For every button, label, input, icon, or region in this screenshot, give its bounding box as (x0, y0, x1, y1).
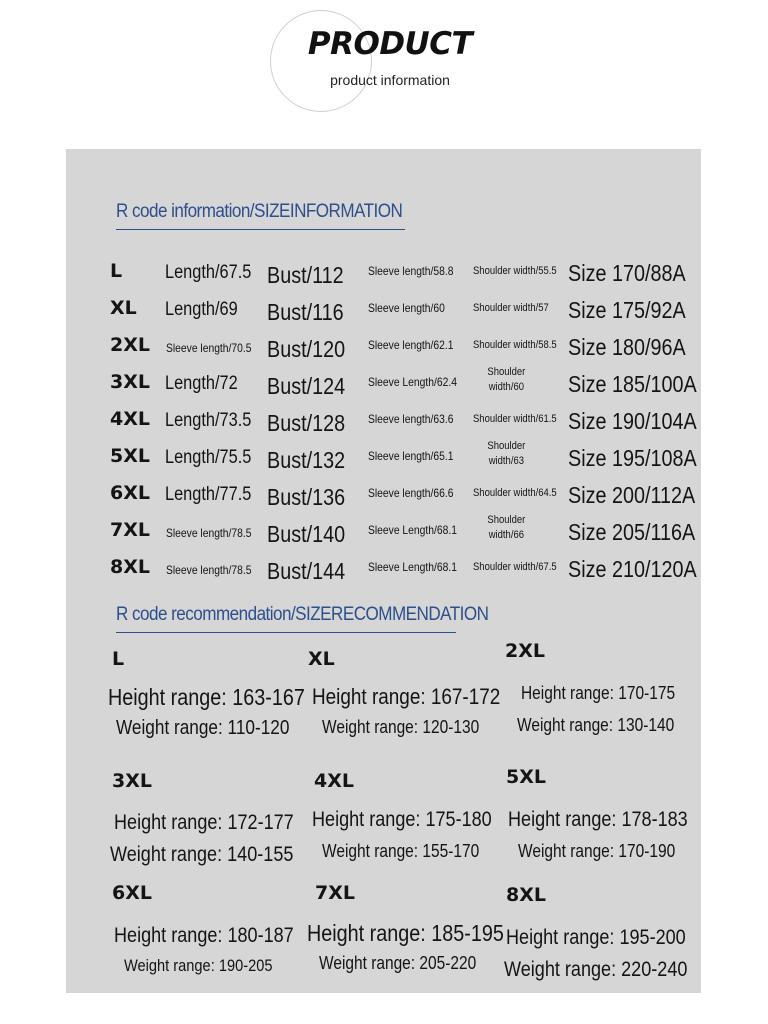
recommendation-card (110, 882, 310, 1002)
height-range: Height range: 180-187 (114, 924, 294, 947)
height-range: Height range: 195-200 (506, 926, 686, 949)
sleeve-value: Sleeve Length/68.1 (368, 560, 457, 574)
size-row (0, 295, 768, 331)
rec-size-label: 3XL (112, 770, 152, 792)
bust-value: Bust/112 (267, 262, 344, 288)
recommendation-card (308, 648, 508, 768)
weight-range: Weight range: 140-155 (110, 843, 294, 866)
height-range: Height range: 170-175 (521, 683, 676, 703)
bust-value: Bust/120 (267, 336, 346, 362)
size-info-heading: R code information/SIZEINFORMATION (116, 201, 403, 222)
size-row (0, 554, 768, 590)
size-label: L (110, 260, 123, 282)
page-title: PRODUCT (307, 26, 473, 62)
shoulder-value: Shoulder width/64.5 (473, 487, 557, 499)
rec-size-label: 7XL (315, 882, 355, 904)
size-label: 6XL (110, 482, 150, 504)
weight-range: Weight range: 190-205 (124, 956, 273, 975)
size-spec: Size 180/96A (568, 334, 686, 360)
size-label: 5XL (110, 445, 150, 467)
size-spec: Size 175/92A (568, 297, 686, 323)
sleeve-value: Sleeve length/60 (368, 301, 445, 315)
sleeve-value: Sleeve Length/68.1 (368, 523, 457, 537)
shoulder-value: Shoulder width/66 (487, 514, 526, 541)
height-range: Height range: 175-180 (312, 808, 492, 831)
recommendation-underline (116, 632, 456, 633)
recommendation-heading: R code recommendation/SIZERECOMMENDATION (116, 604, 489, 625)
bust-value: Bust/140 (267, 521, 346, 547)
size-row (0, 366, 768, 405)
length-value: Sleeve length/78.5 (166, 526, 252, 540)
size-row (0, 332, 768, 368)
size-label: 3XL (110, 371, 150, 393)
size-row (0, 514, 768, 553)
bust-value: Bust/136 (267, 484, 346, 510)
page-subtitle: product information (330, 72, 450, 88)
shoulder-value: Shoulder width/57 (473, 302, 549, 314)
rec-size-label: 8XL (506, 884, 546, 906)
sleeve-value: Sleeve length/65.1 (368, 449, 454, 463)
size-spec: Size 200/112A (568, 482, 696, 508)
length-value: Length/72 (165, 373, 238, 394)
rec-size-label: 5XL (506, 766, 546, 788)
bust-value: Bust/144 (267, 558, 346, 584)
size-row (0, 406, 768, 442)
weight-range: Weight range: 205-220 (319, 953, 477, 973)
bust-value: Bust/116 (267, 299, 344, 325)
size-spec: Size 195/108A (568, 445, 697, 471)
height-range: Height range: 167-172 (312, 684, 501, 709)
length-value: Sleeve length/78.5 (166, 563, 252, 577)
weight-range: Weight range: 220-240 (504, 958, 688, 981)
rec-size-label: L (112, 648, 125, 670)
bust-value: Bust/128 (267, 410, 346, 436)
height-range: Height range: 172-177 (114, 811, 294, 834)
recommendation-card (110, 770, 310, 890)
recommendation-card (108, 648, 308, 768)
length-value: Length/67.5 (165, 262, 252, 283)
weight-range: Weight range: 120-130 (322, 717, 480, 737)
length-value: Length/69 (165, 299, 238, 320)
shoulder-value: Shoulder width/67.5 (473, 561, 557, 573)
length-value: Length/73.5 (165, 410, 252, 431)
recommendation-card (504, 884, 704, 1004)
sleeve-value: Sleeve length/62.1 (368, 338, 454, 352)
shoulder-value: Shoulder width/58.5 (473, 339, 557, 351)
size-label: 7XL (110, 519, 150, 541)
size-label: XL (110, 297, 137, 319)
size-label: 4XL (110, 408, 150, 430)
size-spec: Size 190/104A (568, 408, 697, 434)
length-value: Length/75.5 (165, 447, 252, 468)
bust-value: Bust/132 (267, 447, 346, 473)
weight-range: Weight range: 130-140 (517, 715, 675, 735)
size-spec: Size 185/100A (568, 371, 697, 397)
size-row (0, 480, 768, 516)
shoulder-value: Shoulder width/55.5 (473, 265, 557, 277)
size-spec: Size 205/116A (568, 519, 696, 545)
weight-range: Weight range: 110-120 (116, 717, 290, 739)
recommendation-card (312, 770, 512, 890)
size-info-underline (116, 229, 405, 230)
rec-size-label: 2XL (505, 640, 545, 662)
sleeve-value: Sleeve length/58.8 (368, 264, 454, 278)
recommendation-card (307, 882, 507, 1002)
sleeve-value: Sleeve length/66.6 (368, 486, 454, 500)
length-value: Length/77.5 (165, 484, 252, 505)
rec-size-label: 6XL (112, 882, 152, 904)
shoulder-value: Shoulder width/61.5 (473, 413, 557, 425)
size-row (0, 440, 768, 479)
recommendation-card (505, 640, 705, 760)
length-value: Sleeve length/70.5 (166, 341, 252, 355)
size-row (0, 258, 768, 294)
rec-size-label: XL (308, 648, 335, 670)
height-range: Height range: 185-195 (307, 920, 504, 946)
sleeve-value: Sleeve length/63.6 (368, 412, 454, 426)
size-label: 2XL (110, 334, 150, 356)
bust-value: Bust/124 (267, 373, 346, 399)
size-spec: Size 170/88A (568, 260, 686, 286)
shoulder-value: Shoulder width/60 (487, 366, 526, 393)
shoulder-value: Shoulder width/63 (487, 440, 526, 467)
height-range: Height range: 178-183 (508, 808, 688, 831)
weight-range: Weight range: 155-170 (322, 841, 480, 861)
rec-size-label: 4XL (314, 770, 354, 792)
size-spec: Size 210/120A (568, 556, 697, 582)
recommendation-card (506, 766, 706, 886)
sleeve-value: Sleeve Length/62.4 (368, 375, 457, 389)
weight-range: Weight range: 170-190 (518, 841, 676, 861)
size-label: 8XL (110, 556, 150, 578)
height-range: Height range: 163-167 (108, 684, 305, 710)
